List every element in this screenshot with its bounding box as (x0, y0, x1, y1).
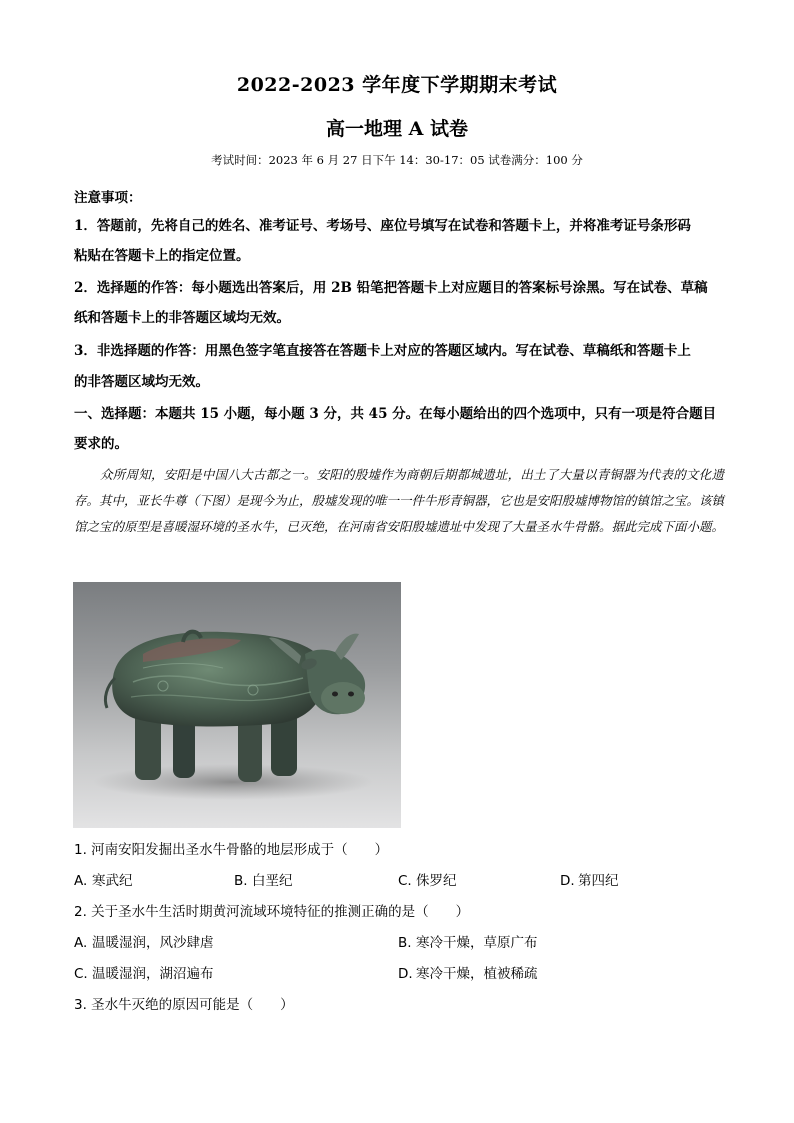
q1-option-d[interactable] (560, 869, 619, 889)
exam-subtitle: 高一地理 A 试卷 (326, 118, 468, 140)
q2-option-c[interactable] (74, 962, 214, 982)
option-text: 侏罗纪 (416, 873, 457, 889)
option-text: 白垩纪 (252, 873, 293, 889)
q1-option-c[interactable] (398, 869, 457, 889)
note-3-line-2: 的非答题区域均无效。 (74, 374, 209, 390)
option-text: 寒冷干燥，植被稀疏 (416, 966, 538, 982)
q2-option-a[interactable] (74, 931, 214, 951)
note-2-line-2: 纸和答题卡上的非答题区域均无效。 (74, 310, 290, 326)
bronze-ox-zun-image (73, 582, 401, 828)
option-text: 温暖湿润，风沙肆虐 (92, 935, 214, 951)
option-text: 寒冷干燥，草原广布 (416, 935, 538, 951)
option-key: B. (398, 935, 412, 951)
bronze-ox-illustration (73, 582, 401, 828)
option-text: 寒武纪 (92, 873, 133, 889)
option-text: 温暖湿润，湖沼遍布 (92, 966, 214, 982)
option-key: D. (560, 873, 575, 889)
section-heading-line-2: 要求的。 (74, 436, 128, 452)
option-text: 第四纪 (578, 873, 619, 889)
option-key: A. (74, 873, 88, 889)
option-key: B. (234, 873, 248, 889)
note-3-line-1: 3．非选择题的作答：用黑色签字笔直接答在答题卡上对应的答题区域内。写在试卷、草稿纸和答题卡上 (74, 343, 691, 359)
note-2-line-1: 2．选择题的作答：每小题选出答案后，用 2B 铅笔把答题卡上对应题目的答案标号涂黑。写在试卷、草稿 (74, 280, 708, 296)
q2-option-d[interactable] (398, 962, 538, 982)
option-key: D. (398, 966, 413, 982)
question-2-stem: 2. 关于圣水牛生活时期黄河流域环境特征的推测正确的是（ ） (74, 904, 470, 920)
question-1-stem: 1. 河南安阳发掘出圣水牛骨骼的地层形成于（ ） (74, 842, 389, 858)
note-1-line-2: 粘贴在答题卡上的指定位置。 (74, 248, 250, 264)
option-key: C. (74, 966, 88, 982)
exam-info: 考试时间：2023 年 6 月 27 日下午 14：30-17：05 试卷满分：100 分 (211, 153, 583, 167)
q1-option-b[interactable] (234, 869, 293, 889)
option-key: C. (398, 873, 412, 889)
exam-title: 2022-2023 学年度下学期期末考试 (236, 74, 558, 96)
section-heading-line-1: 一、选择题：本题共 15 小题，每小题 3 分，共 45 分。在每小题给出的四个选项中，只有一项是符合题目 (74, 406, 717, 422)
question-3-stem: 3. 圣水牛灭绝的原因可能是（ ） (74, 997, 294, 1013)
notes-heading: 注意事项： (74, 190, 142, 206)
note-1-line-1: 1．答题前，先将自己的姓名、准考证号、考场号、座位号填写在试卷和答题卡上，并将准考证号条形码 (74, 218, 691, 234)
q1-option-a[interactable] (74, 869, 133, 889)
option-key: A. (74, 935, 88, 951)
q2-option-b[interactable] (398, 931, 538, 951)
reading-passage: 众所周知，安阳是中国八大古都之一。安阳的殷墟作为商朝后期都城遗址，出土了大量以青铜器为代表的文化遗存。其中，亚长牛尊（下图）是现今为止，殷墟发现的唯一一件牛形青铜器，它也是安阳殷墟博物馆的镇馆之宝。该镇馆之宝的原型是喜暖湿环境的圣水牛，已灭绝，在河南省安阳殷墟遗址中发现了大量圣水牛骨骼。据此完成下面小题。 (74, 467, 725, 534)
